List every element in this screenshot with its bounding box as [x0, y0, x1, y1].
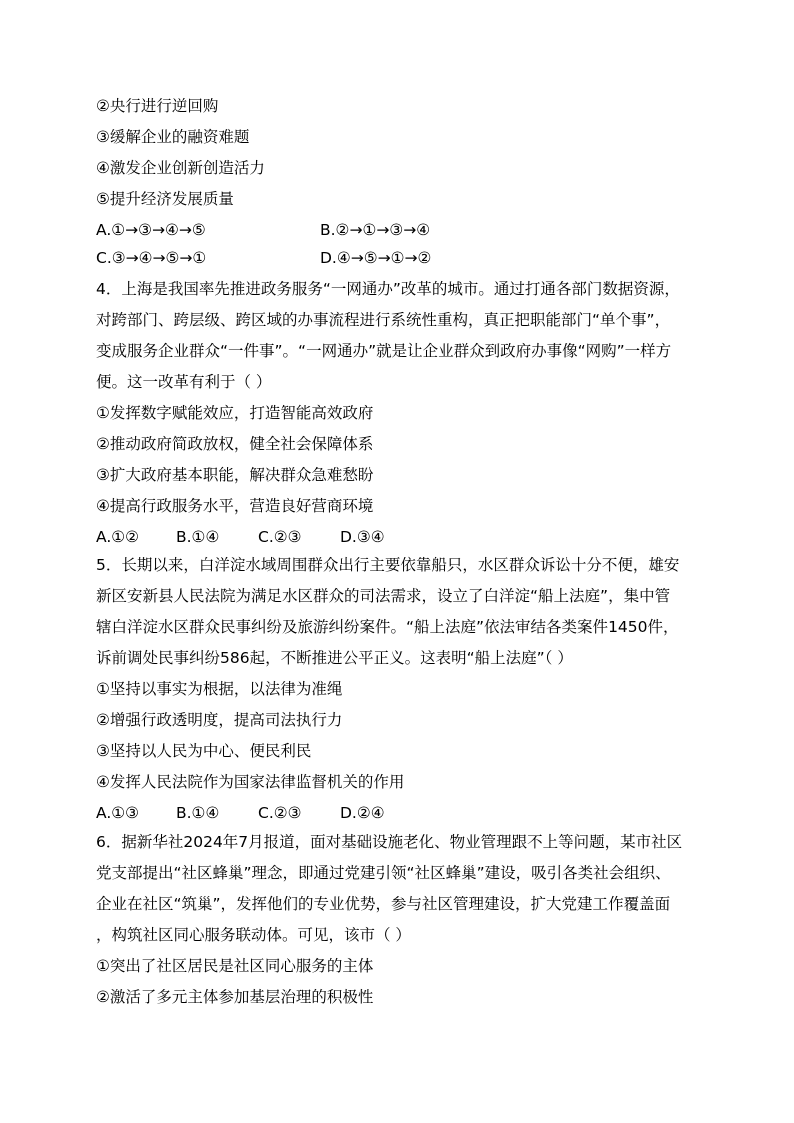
q3-option-a: A.①→③→④→⑤ [96, 221, 206, 239]
q5-option-c: C.②③ [258, 804, 302, 822]
q5-stem-line-2: 新区安新县人民法院为满足水区群众的司法需求，设立了白洋淀“船上法庭”，集中管 [96, 587, 671, 605]
q4-item-1: ①发挥数字赋能效应，打造智能高效政府 [96, 404, 374, 422]
q4-option-a: A.①② [96, 528, 140, 546]
q5-options [96, 803, 385, 823]
q4-stem-line-4: 便。这一改革有利于（ ） [96, 373, 272, 391]
q6-stem-line-3: 企业在社区“筑巢”，发挥他们的专业优势，参与社区管理建设，扩大党建工作覆盖面 [96, 895, 671, 913]
q4-option-d: D.③④ [340, 528, 385, 546]
q3-options-row-2 [96, 248, 431, 268]
q6-item-2: ②激活了多元主体参加基层治理的积极性 [96, 988, 374, 1006]
q3-option-c: C.③→④→⑤→① [96, 249, 207, 267]
q3-item-2: ②央行进行逆回购 [96, 97, 219, 115]
q3-item-4: ④激发企业创新创造活力 [96, 159, 265, 177]
q4-option-c: C.②③ [258, 528, 302, 546]
q6-item-1: ①突出了社区居民是社区同心服务的主体 [96, 957, 374, 975]
q6-stem-line-4: ，构筑社区同心服务联动体。可见，该市（ ） [96, 926, 411, 944]
q4-options [96, 527, 385, 547]
q6-stem-line-2: 党支部提出“社区蜂巢”理念，即通过党建引领“社区蜂巢”建设，吸引各类社会组织、 [96, 864, 671, 882]
q5-option-d: D.②④ [340, 804, 385, 822]
q5-option-b: B.①④ [176, 804, 220, 822]
q3-item-5: ⑤提升经济发展质量 [96, 190, 234, 208]
q4-option-b: B.①④ [176, 528, 220, 546]
q5-stem-line-3: 辖白洋淀水区群众民事纠纷及旅游纠纷案件。“船上法庭”依法审结各类案件1450件， [96, 618, 679, 636]
q3-options-row-1 [96, 220, 430, 240]
q4-item-3: ③扩大政府基本职能，解决群众急难愁盼 [96, 466, 374, 484]
q5-item-2: ②增强行政透明度，提高司法执行力 [96, 711, 343, 729]
q5-stem-line-4: 诉前调处民事纠纷586起，不断推进公平正义。这表明“船上法庭”（ ） [96, 649, 573, 667]
q5-option-a: A.①③ [96, 804, 140, 822]
q4-item-2: ②推动政府简政放权，健全社会保障体系 [96, 435, 374, 453]
q3-option-d: D.④→⑤→①→② [320, 249, 432, 267]
q4-stem-line-1: 4．上海是我国率先推进政务服务“一网通办”改革的城市。通过打通各部门数据资源， [96, 280, 680, 298]
q6-stem-line-1: 6．据新华社2024年7月报道，面对基础设施老化、物业管理跟不上等问题，某市社区 [96, 833, 683, 851]
q5-item-4: ④发挥人民法院作为国家法律监督机关的作用 [96, 773, 405, 791]
q3-item-3: ③缓解企业的融资难题 [96, 128, 250, 146]
q5-stem-line-1: 5．长期以来，白洋淀水域周围群众出行主要依靠船只，水区群众诉讼十分不便，雄安 [96, 556, 680, 574]
q5-item-1: ①坚持以事实为根据，以法律为准绳 [96, 680, 343, 698]
q4-item-4: ④提高行政服务水平，营造良好营商环境 [96, 497, 374, 515]
q5-item-3: ③坚持以人民为中心、便民利民 [96, 742, 312, 760]
q4-stem-line-3: 变成服务企业群众“一件事”。“一网通办”就是让企业群众到政府办事像“网购”一样方 [96, 342, 672, 360]
q4-stem-line-2: 对跨部门、跨层级、跨区域的办事流程进行系统性重构，真正把职能部门“单个事”， [96, 311, 671, 329]
q3-option-b: B.②→①→③→④ [320, 221, 431, 239]
